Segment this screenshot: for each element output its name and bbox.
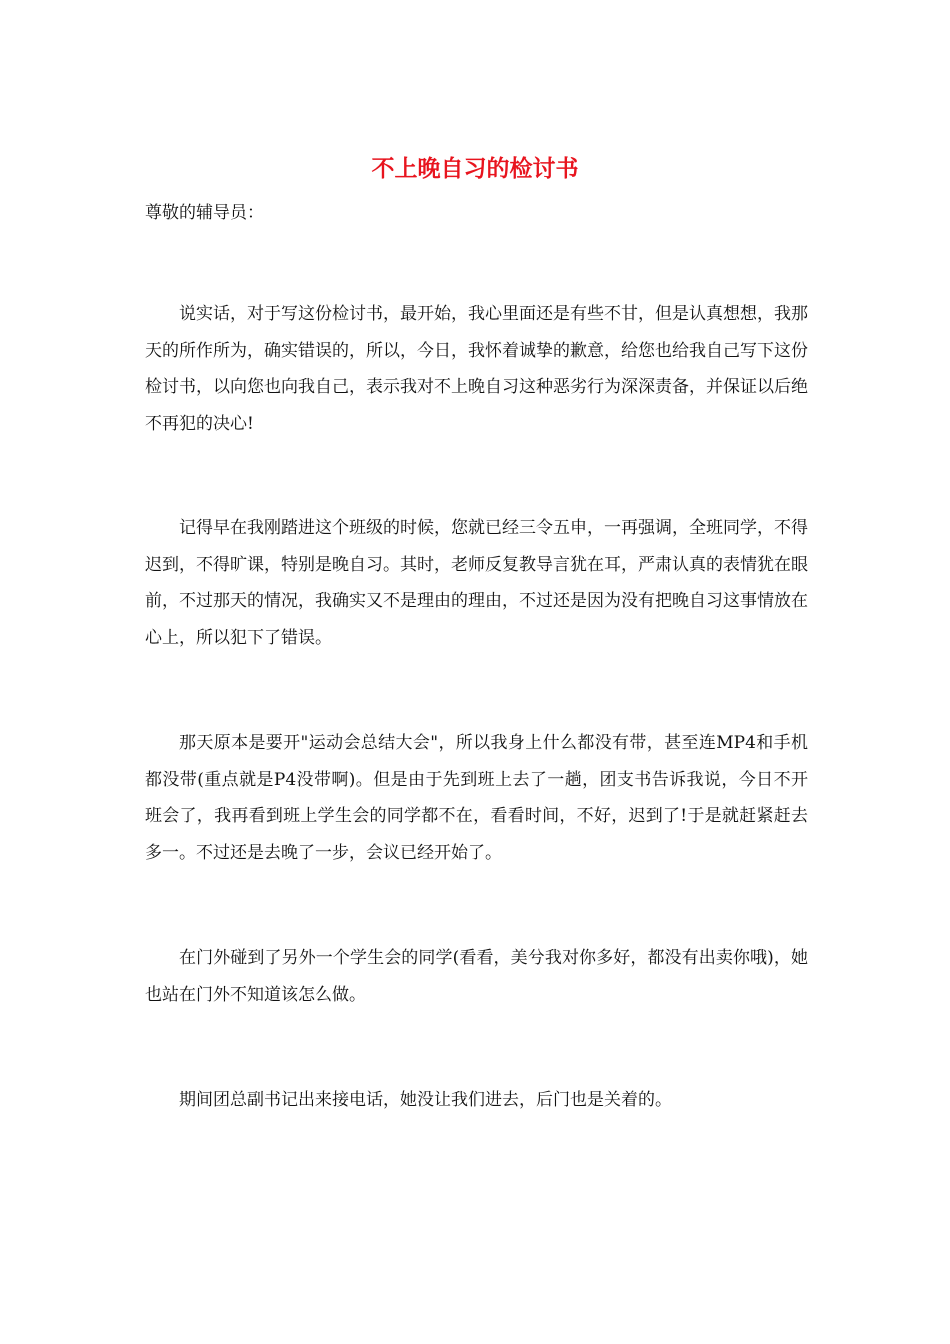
paragraph-5: 期间团总副书记出来接电话，她没让我们进去，后门也是关着的。 [179, 1090, 672, 1110]
paragraph-1: 说实话，对于写这份检讨书，最开始，我心里面还是有些不甘，但是认真想想，我那天的所作所为，确实错误的，所以，今日，我怀着诚挚的歉意，给您也给我自己写下这份检讨书，以向您也向我自己，表示我对不上晚自习这种恶劣行为深深责备，并保证以后绝不再犯的决心! [145, 304, 808, 434]
paragraph-4: 在门外碰到了另外一个学生会的同学(看看，美兮我对你多好，都没有出卖你哦)，她也站在门外不知道该怎么做。 [145, 948, 808, 1005]
salutation: 尊敬的辅导员： [145, 203, 264, 223]
paragraph-3: 那天原本是要开"运动会总结大会"，所以我身上什么都没有带，甚至连MP4和手机都没带(重点就是P4没带啊)。但是由于先到班上去了一趟，团支书告诉我说，今日不开班会了，我再看到班上学生会的同学都不在，看看时间，不好，迟到了!于是就赶紧赶去多一。不过还是去晚了一步，会议已经开始了。 [145, 733, 808, 863]
document-title: 不上晚自习的检讨书 [371, 155, 579, 182]
paragraph-2: 记得早在我刚踏进这个班级的时候，您就已经三令五申，一再强调，全班同学，不得迟到，不得旷课，特别是晚自习。其时，老师反复教导言犹在耳，严肃认真的表情犹在眼前，不过那天的情况，我确实又不是理由的理由，不过还是因为没有把晚自习这事情放在心上，所以犯下了错误。 [145, 518, 808, 648]
